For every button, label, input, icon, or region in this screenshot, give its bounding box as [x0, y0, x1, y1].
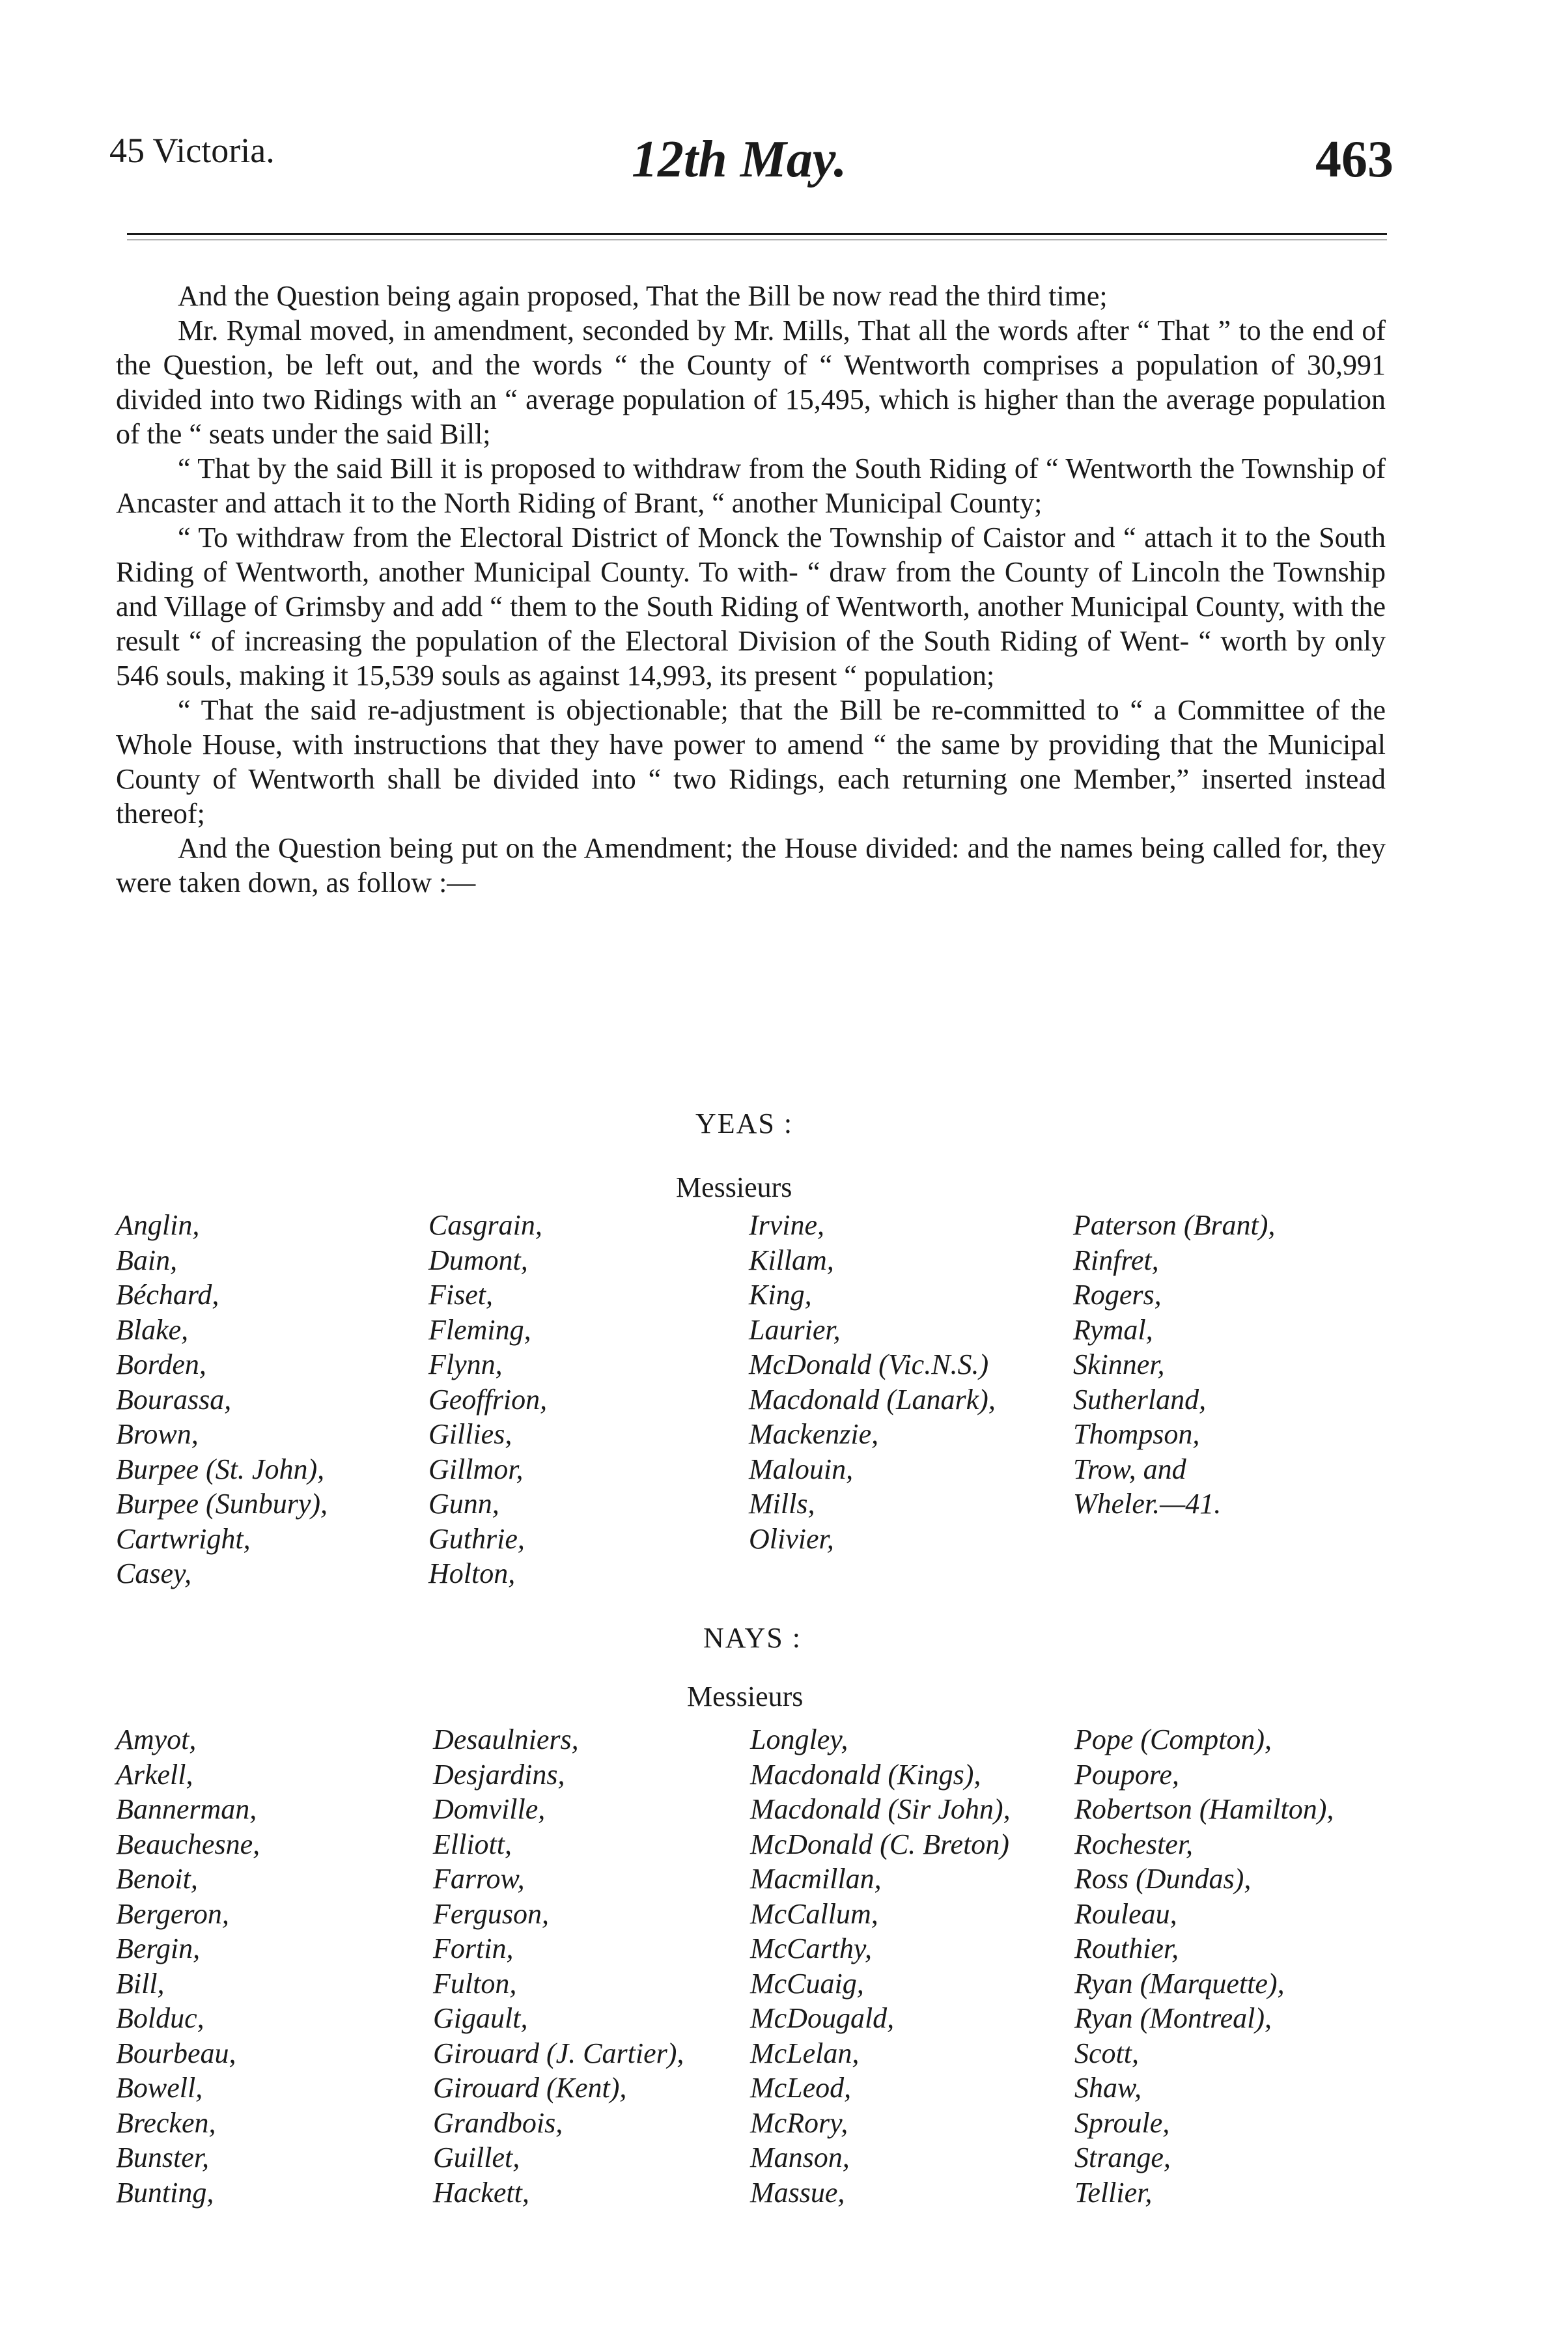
- member-name: Ferguson,: [433, 1897, 550, 1930]
- header-regnal-year: 45 Victoria.: [109, 131, 275, 170]
- paragraph: And the Question being put on the Amendment; the House divided: and the names being called for, they were taken down, as follow :—: [116, 832, 1386, 899]
- paragraph: “ To withdraw from the Electoral District of Monck the Township of Caistor and “ attach it to the South Riding of Wentworth, another Municipal County. To with- “ draw from the County of Lincoln the Township and Village of Grimsby and add “ them to the South Riding of Wentworth, another Municipal County, with the result “ of increasing the population of the Electoral Division of the South Riding of Went- “ worth by only 546 souls, making it 15,539 souls as against 14,993, its present “ population;: [116, 522, 1386, 691]
- member-name: Robertson (Hamilton),: [1074, 1793, 1334, 1825]
- member-name: Pope (Compton),: [1074, 1723, 1272, 1755]
- member-name: Gigault,: [433, 2002, 528, 2034]
- member-name: Casgrain,: [428, 1209, 542, 1241]
- member-name: McCuaig,: [750, 1967, 864, 2000]
- member-name: Macmillan,: [750, 1863, 882, 1895]
- member-name: Routhier,: [1074, 1932, 1179, 1964]
- paragraph: Mr. Rymal moved, in amendment, seconded by Mr. Mills, That all the words after “ That ” to the end of the Question, be left out, and the words “ the County of “ Wentworth comprises a population of 30,991 divided into two Ridings with an “ average population of 15,495, which is higher than the average population of the “ seats under the said Bill;: [116, 314, 1386, 450]
- member-name: Geoffrion,: [428, 1383, 548, 1416]
- member-name: Scott,: [1074, 2037, 1139, 2069]
- member-name: Longley,: [750, 1723, 848, 1755]
- member-name: Beauchesne,: [116, 1828, 260, 1860]
- nays-column-3: [750, 1722, 1011, 2210]
- member-name: Skinner,: [1073, 1348, 1165, 1380]
- member-name: Béchard,: [116, 1279, 219, 1311]
- member-name: Elliott,: [433, 1828, 512, 1860]
- member-name: Tellier,: [1074, 2176, 1153, 2209]
- member-name: Laurier,: [749, 1313, 841, 1346]
- member-name: Rogers,: [1073, 1279, 1162, 1311]
- member-name: Arkell,: [116, 1758, 193, 1791]
- member-name: Bannerman,: [116, 1793, 257, 1825]
- nays-subheading: Messieurs: [687, 1681, 804, 1712]
- member-name: Macdonald (Lanark),: [749, 1383, 996, 1416]
- member-name: Killam,: [749, 1244, 834, 1276]
- member-name: Poupore,: [1074, 1758, 1179, 1791]
- member-name: Ryan (Montreal),: [1074, 2002, 1272, 2034]
- member-name: Fleming,: [428, 1313, 531, 1346]
- member-name: Holton,: [428, 1557, 516, 1589]
- member-name: Ryan (Marquette),: [1074, 1967, 1285, 2000]
- member-name: Amyot,: [116, 1723, 197, 1755]
- yeas-heading: YEAS :: [695, 1108, 794, 1139]
- proceedings-text: [116, 279, 1386, 900]
- member-name: Desjardins,: [433, 1758, 565, 1791]
- member-name: Bourbeau,: [116, 2037, 236, 2069]
- member-name: Bolduc,: [116, 2002, 204, 2034]
- member-name: Rouleau,: [1074, 1897, 1177, 1930]
- member-name: Bergeron,: [116, 1897, 229, 1930]
- member-name: Fortin,: [433, 1932, 514, 1964]
- paragraph: “ That the said re-adjustment is objectionable; that the Bill be re-committed to “ a Committee of the Whole House, with instructions that they have power to amend “ the same by providing that the Municipal County of Wentworth shall be divided into “ two Ridings, each returning one Member,” inserted instead thereof;: [116, 694, 1386, 830]
- member-name: Guthrie,: [428, 1522, 525, 1555]
- member-name: Irvine,: [749, 1209, 825, 1241]
- member-name: Sproule,: [1074, 2106, 1170, 2139]
- member-name: Girouard (J. Cartier),: [433, 2037, 684, 2069]
- member-name: Olivier,: [749, 1522, 834, 1555]
- member-name: Gillmor,: [428, 1453, 524, 1485]
- member-name: Shaw,: [1074, 2072, 1142, 2104]
- member-name: Flynn,: [428, 1348, 503, 1380]
- member-name: Mackenzie,: [749, 1418, 879, 1450]
- member-name: Fiset,: [428, 1279, 493, 1311]
- yeas-column-1: [116, 1208, 328, 1591]
- member-name: Girouard (Kent),: [433, 2072, 627, 2104]
- member-name: Bill,: [116, 1967, 165, 2000]
- member-name: Bowell,: [116, 2072, 203, 2104]
- member-name: Casey,: [116, 1557, 192, 1589]
- member-name: Paterson (Brant),: [1073, 1209, 1276, 1241]
- member-name: McRory,: [750, 2106, 848, 2139]
- member-name: Burpee (Sunbury),: [116, 1488, 328, 1520]
- nays-heading: NAYS :: [703, 1622, 802, 1654]
- member-name: Malouin,: [749, 1453, 854, 1485]
- header-rule: [127, 233, 1387, 235]
- member-name: Bunster,: [116, 2142, 209, 2173]
- member-name: McDonald (Vic.N.S.): [749, 1348, 989, 1380]
- member-name: King,: [749, 1279, 812, 1311]
- member-name: Blake,: [116, 1313, 189, 1346]
- member-name: Wheler.—41.: [1073, 1488, 1222, 1520]
- member-name: Benoit,: [116, 1863, 198, 1895]
- member-name: Bergin,: [116, 1932, 201, 1964]
- member-name: Rinfret,: [1073, 1244, 1159, 1276]
- member-name: Rochester,: [1074, 1828, 1194, 1860]
- member-name: McLelan,: [750, 2037, 860, 2069]
- page-number: 463: [1315, 131, 1393, 188]
- member-name: Farrow,: [433, 1863, 525, 1895]
- nays-column-1: [116, 1722, 260, 2210]
- member-name: Strange,: [1074, 2142, 1171, 2173]
- member-name: Ross (Dundas),: [1074, 1863, 1252, 1895]
- member-name: Bain,: [116, 1244, 178, 1276]
- member-name: McCarthy,: [750, 1932, 872, 1964]
- member-name: Gillies,: [428, 1418, 512, 1450]
- paragraph: “ That by the said Bill it is proposed to withdraw from the South Riding of “ Wentworth the Township of Ancaster and attach it to the North Riding of Brant, “ another Municipal County;: [116, 453, 1386, 519]
- yeas-column-2: [428, 1208, 547, 1591]
- member-name: Anglin,: [116, 1209, 200, 1241]
- member-name: Rymal,: [1073, 1313, 1153, 1346]
- paragraph: And the Question being again proposed, That the Bill be now read the third time;: [178, 280, 1108, 312]
- member-name: Massue,: [750, 2176, 845, 2209]
- member-name: Macdonald (Sir John),: [750, 1793, 1011, 1825]
- yeas-column-3: [749, 1208, 996, 1556]
- member-name: McDougald,: [750, 2002, 895, 2034]
- member-name: McDonald (C. Breton): [750, 1828, 1009, 1860]
- member-name: Burpee (St. John),: [116, 1453, 325, 1485]
- member-name: McLeod,: [750, 2072, 852, 2104]
- member-name: McCallum,: [750, 1897, 878, 1930]
- member-name: Bourassa,: [116, 1383, 232, 1416]
- member-name: Trow, and: [1073, 1453, 1186, 1485]
- nays-column-2: [433, 1722, 684, 2210]
- member-name: Borden,: [116, 1348, 206, 1380]
- nays-column-4: [1074, 1722, 1334, 2210]
- member-name: Mills,: [749, 1488, 815, 1520]
- yeas-subheading: Messieurs: [676, 1171, 792, 1203]
- member-name: Dumont,: [428, 1244, 528, 1276]
- member-name: Gunn,: [428, 1488, 499, 1520]
- member-name: Brecken,: [116, 2106, 216, 2139]
- member-name: Brown,: [116, 1418, 199, 1450]
- member-name: Thompson,: [1073, 1418, 1200, 1450]
- member-name: Manson,: [750, 2142, 850, 2173]
- member-name: Grandbois,: [433, 2106, 563, 2139]
- member-name: Hackett,: [433, 2176, 529, 2209]
- member-name: Guillet,: [433, 2142, 520, 2173]
- member-name: Bunting,: [116, 2176, 214, 2209]
- yeas-column-4: [1073, 1208, 1275, 1522]
- member-name: Macdonald (Kings),: [750, 1758, 981, 1791]
- member-name: Cartwright,: [116, 1522, 251, 1555]
- member-name: Domville,: [433, 1793, 546, 1825]
- member-name: Sutherland,: [1073, 1383, 1207, 1416]
- header-date: 12th May.: [632, 131, 847, 188]
- member-name: Fulton,: [433, 1967, 517, 2000]
- member-name: Desaulniers,: [433, 1723, 579, 1755]
